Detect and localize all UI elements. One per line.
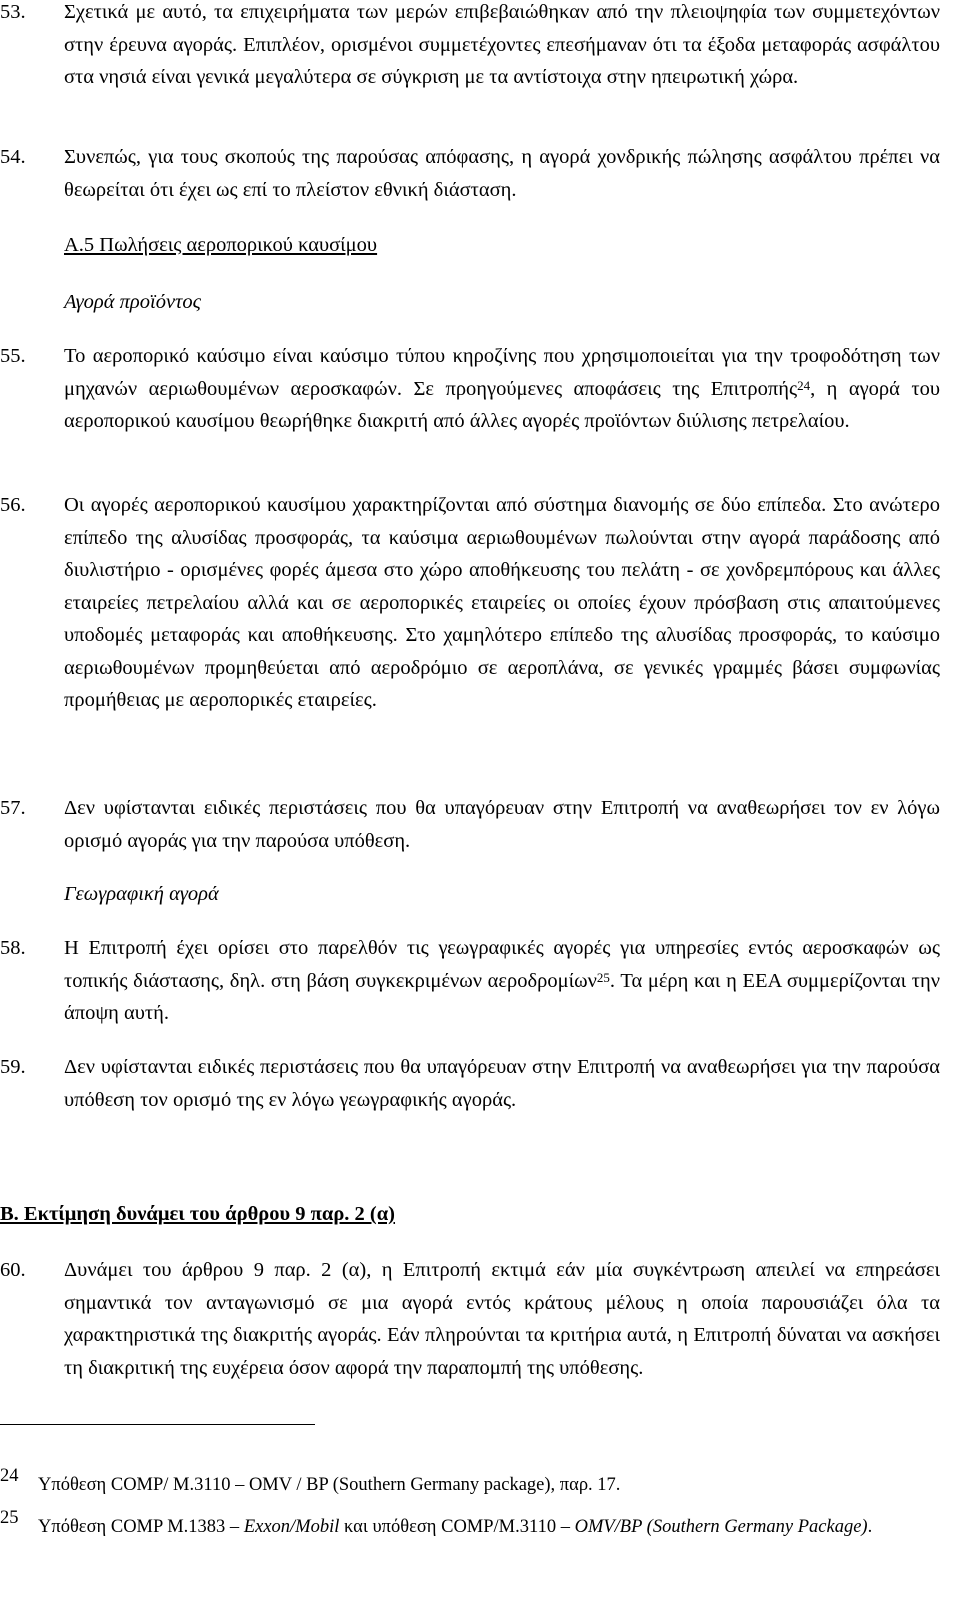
paragraph-number: 58. — [0, 937, 26, 959]
paragraph-53 — [0, 0, 940, 94]
section-heading-a5: A.5 Πωλήσεις αεροπορικού καυσίμου — [64, 234, 378, 256]
paragraph-text: Οι αγορές αεροπορικού καυσίμου χαρακτηρίζονται από σύστημα διανομής σε δύο επίπεδα. Στο ανώτερο επίπεδο της αλυσίδας προσφοράς, τα καύσιμα αεριωθουμένων πωλούνται στην αγορά παράδοσης από διυλιστήριο - ορισμένες φορές άμεσα στο χώρο αποθήκευσης του πελάτη - σε χονδρεμπόρους και άλλες εταιρείες πετρελαίου αλλά και σε αεροπορικές εταιρείες οι οποίες έχουν πρόσβαση στις απαιτούμενες υποδομές μεταφοράς και αποθήκευσης. Στο χαμηλότερο επίπεδο της αλυσίδας προσφοράς, το καύσιμο αεριωθουμένων προμηθεύεται από αεροδρόμιο σε αεροπλάνα, σε γενικές γραμμές βάσει συμφωνίας προμήθειας με αεροπορικές εταιρείες. — [64, 494, 940, 711]
subheading-product-market: Αγορά προϊόντος — [64, 291, 201, 313]
subheading-geographic-market: Γεωγραφική αγορά — [64, 883, 219, 905]
paragraph-text — [64, 340, 940, 438]
paragraph-59 — [0, 1051, 940, 1116]
paragraph-text: Δεν υφίστανται ειδικές περιστάσεις που θα υπαγόρευαν στην Επιτροπή να αναθεωρήσει για την παρούσα υπόθεση τον ορισμό της εν λόγω γεωγραφικής αγοράς. — [64, 1056, 940, 1111]
paragraph-number: 55. — [0, 345, 26, 367]
paragraph-text-part: Η Επιτροπή έχει ορίσει στο παρελθόν τις γεωγραφικές αγορές για υπηρεσίες εντός αεροσκαφών ως τοπικής διάστασης, δηλ. στη βάση συγκεκριμένων αεροδρομίων — [64, 937, 940, 992]
paragraph-55 — [0, 340, 940, 438]
paragraph-text: Δεν υφίστανται ειδικές περιστάσεις που θα υπαγόρευαν στην Επιτροπή να αναθεωρήσει τον εν λόγω ορισμό αγοράς για την παρούσα υπόθεση. — [64, 797, 940, 852]
footnote-text-italic: OMV/BP (Southern Germany Package) — [574, 1517, 868, 1537]
paragraph-number: 59. — [0, 1056, 26, 1078]
footnote-text — [38, 1512, 940, 1540]
paragraph-text-part: . Τα μέρη και η ΕΕΑ συμμερίζονται την άποψη αυτή. — [64, 969, 940, 1024]
footnote-ref-25[interactable]: 25 — [596, 969, 610, 985]
footnote-text: Υπόθεση COMP/ M.3110 – OMV / BP (Southern Germany package), παρ. 17. — [38, 1475, 621, 1495]
footnote-24 — [0, 1466, 940, 1498]
paragraph-60 — [0, 1254, 940, 1384]
paragraph-text-part: Το αεροπορικό καύσιμο είναι καύσιμο τύπου κηροζίνης που χρησιμοποιείται για την τροφοδότηση των μηχανών αεριωθουμένων αεροσκαφών. Σε προηγούμενες αποφάσεις της Επιτροπής — [64, 345, 940, 400]
footnote-number: 25 — [0, 1508, 19, 1528]
paragraph-number: 56. — [0, 494, 26, 516]
paragraph-text: Σχετικά με αυτό, τα επιχειρήματα των μερών επιβεβαιώθηκαν από την πλειοψηφία των συμμετεχόντων στην έρευνα αγοράς. Επιπλέον, ορισμένοι συμμετέχοντες επεσήμαναν ότι τα έξοδα μεταφοράς ασφάλτου στα νησιά είναι γενικά μεγαλύτερα σε σύγκριση με τα αντίστοιχα στην ηπειρωτική χώρα. — [64, 1, 940, 88]
footnote-text-part: . — [867, 1517, 873, 1537]
footnote-text-part: και υπόθεση COMP/M.3110 – — [339, 1517, 575, 1537]
paragraph-58 — [0, 932, 940, 1030]
footnote-separator — [0, 1424, 315, 1425]
footnote-ref-24[interactable]: 24 — [797, 377, 811, 393]
paragraph-number: 57. — [0, 797, 26, 819]
paragraph-56 — [0, 489, 940, 717]
paragraph-57 — [0, 792, 940, 857]
paragraph-number: 54. — [0, 146, 26, 168]
paragraph-text: Δυνάμει του άρθρου 9 παρ. 2 (α), η Επιτροπή εκτιμά εάν μία συγκέντρωση απειλεί να επηρεάσει σημαντικά τον ανταγωνισμό σε μια αγορά εντός κράτους μέλους η οποία παρουσιάζει όλα τα χαρακτηριστικά της διακριτής αγοράς. Εάν πληρούνται τα κριτήρια αυτά, η Επιτροπή δύναται να ασκήσει τη διακριτική της ευχέρεια όσον αφορά την παραπομπή της υπόθεσης. — [64, 1259, 940, 1379]
footnote-text-italic: Exxon/Mobil — [243, 1517, 340, 1537]
paragraph-54 — [0, 141, 940, 206]
paragraph-text: Συνεπώς, για τους σκοπούς της παρούσας απόφασης, η αγορά χονδρικής πώλησης ασφάλτου πρέπει να θεωρείται ότι έχει ως επί το πλείστον εθνική διάσταση. — [64, 146, 940, 201]
section-heading-b: B. Εκτίμηση δυνάμει του άρθρου 9 παρ. 2 (α) — [0, 1203, 396, 1225]
footnote-text-part: Υπόθεση COMP M.1383 – — [38, 1517, 244, 1537]
paragraph-text — [64, 932, 940, 1030]
paragraph-text-part: , η αγορά του αεροπορικού καυσίμου θεωρήθηκε διακριτή από άλλες αγορές προϊόντων διύλισης πετρελαίου. — [64, 377, 940, 432]
paragraph-number: 60. — [0, 1259, 26, 1281]
footnote-number: 24 — [0, 1466, 19, 1486]
footnote-25 — [0, 1508, 940, 1540]
paragraph-number: 53. — [0, 1, 26, 23]
